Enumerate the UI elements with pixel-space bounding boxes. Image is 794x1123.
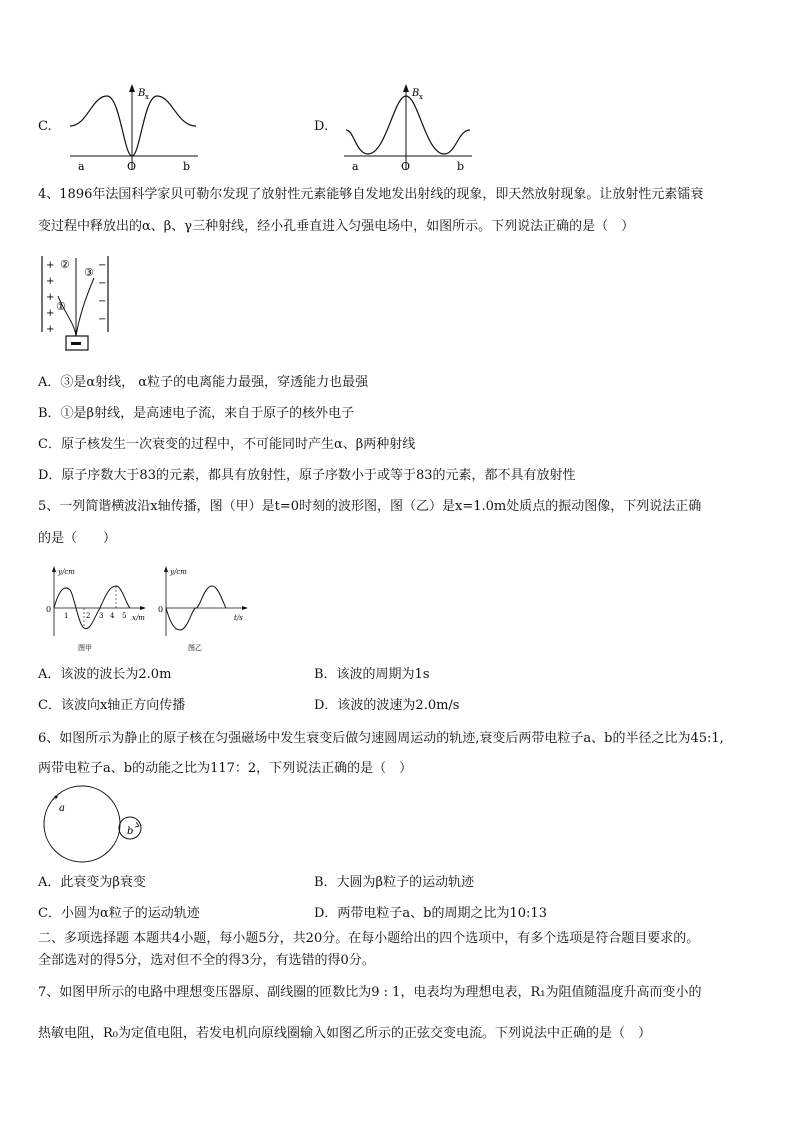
q3d-axis-sub: x [419, 93, 423, 101]
q3c-tick-b: b [183, 160, 191, 173]
q3-option-c-label: C. [38, 119, 52, 134]
q6-label-a: a [59, 803, 65, 814]
q5-option-b: B．该波的周期为1s [314, 667, 430, 682]
q4-option-b: B．①是β射线，是高速电子流，来自于原子的核外电子 [38, 406, 355, 421]
q5-stem-line2: 的是（ ） [38, 531, 117, 546]
q6-stem-line1: 6、如图所示为静止的原子核在匀强磁场中发生衰变后做匀速圆周运动的轨迹,衰变后两带电粒子a、b的半径之比为45:1, [38, 731, 724, 746]
q7-stem-line2: 热敏电阻，R₀为定值电阻，若发电机向原线圈输入如图乙所示的正弦交变电流。下列说法中正确的是（ ） [38, 1026, 652, 1041]
q4-ray-label-1: ① [56, 300, 66, 313]
q4-minus-1: − [98, 260, 107, 271]
q3-option-d-label: D. [314, 119, 329, 134]
q3d-tick-a: a [352, 160, 359, 173]
q3c-axis-label: B [138, 88, 146, 99]
q5-jia-caption: 图甲 [78, 644, 92, 652]
q5-yi-ylabel: y/cm [170, 568, 187, 576]
q5-option-d: D．该波的波速为2.0m/s [314, 698, 460, 713]
q5-yi-caption: 图乙 [188, 644, 202, 652]
q6-option-d: D．两带电粒子a、b的周期之比为10:13 [314, 906, 547, 921]
q5-jia-tick-3: 3 [99, 612, 104, 620]
q4-option-c: C．原子核发生一次衰变的过程中，不可能同时产生α、β两种射线 [38, 437, 416, 452]
q3d-tick-b: b [457, 160, 465, 173]
q5-yi-xlabel: t/s [234, 614, 243, 622]
q3-option-d-graph [336, 82, 478, 174]
q5-jia-tick-5: 5 [122, 612, 127, 620]
q5-jia-tick-4: 4 [110, 612, 115, 620]
q5-vibration-graph-yi [156, 564, 252, 654]
q5-jia-tick-1: 1 [64, 612, 69, 620]
q4-plus-4: + [46, 308, 55, 319]
q5-jia-xlabel: x/m [132, 614, 145, 622]
q4-minus-3: − [98, 296, 107, 307]
q6-option-a: A．此衰变为β衰变 [38, 875, 146, 890]
q4-stem-line1: 4、1896年法国科学家贝可勒尔发现了放射性元素能够自发地发出射线的现象，即天然放射现象。让放射性元素镭衰 [38, 187, 704, 202]
q6-option-b: B．大圆为β粒子的运动轨迹 [314, 875, 475, 890]
q4-plus-2: + [46, 276, 55, 287]
q4-ray-label-2: ② [60, 258, 70, 271]
q4-minus-2: − [98, 278, 107, 289]
q5-jia-origin: 0 [46, 605, 52, 614]
q3-option-c-graph [62, 82, 204, 174]
q6-stem-line2: 两带电粒子a、b的动能之比为117：2，下列说法正确的是（ ） [38, 761, 413, 776]
q4-plus-3: + [46, 292, 55, 303]
q6-circular-tracks-figure [40, 782, 150, 864]
q3d-axis-label: B [412, 88, 420, 99]
section2-header-line2: 全部选对的得5分，选对但不全的得3分，有选错的得0分。 [38, 953, 375, 968]
q4-ray-label-3: ③ [84, 266, 94, 279]
q3d-tick-o: O [401, 160, 411, 173]
q5-jia-tick-2: 2 [86, 612, 91, 620]
q5-jia-ylabel: y/cm [58, 568, 75, 576]
q3c-tick-a: a [78, 160, 85, 173]
q4-radiation-field-figure [38, 252, 118, 358]
q5-option-a: A．该波的波长为2.0m [38, 667, 172, 682]
q6-label-b: b [127, 826, 134, 837]
q5-stem-line1: 5、一列简谐横波沿x轴传播，图（甲）是t=0时刻的波形图，图（乙）是x=1.0m处质点的振动图像，下列说法正确 [38, 499, 702, 514]
q7-stem-line1: 7、如图甲所示的电路中理想变压器原、副线圈的匝数比为9 : 1，电表均为理想电表，R₁为阻值随温度升高而变小的 [38, 985, 702, 1000]
q4-stem-line2: 变过程中释放出的α、β、γ三种射线，经小孔垂直进入匀强电场中，如图所示。下列说法正确的是（ ） [38, 219, 635, 234]
q6-option-c: C．小圆为α粒子的运动轨迹 [38, 906, 200, 921]
q4-option-d: D．原子序数大于83的元素，都具有放射性，原子序数小于或等于83的元素，都不具有放射性 [38, 468, 576, 483]
q4-minus-4: − [98, 314, 107, 325]
q5-option-c: C．该波向x轴正方向传播 [38, 698, 186, 713]
q5-yi-origin: 0 [158, 605, 164, 614]
q4-plus-1: + [46, 260, 55, 271]
q4-plus-5: + [46, 324, 55, 335]
q5-wave-graph-jia [44, 564, 150, 654]
q3c-axis-sub: x [145, 93, 149, 101]
q3c-tick-o: O [127, 160, 137, 173]
section2-header-line1: 二、多项选择题 本题共4小题，每小题5分，共20分。在每小题给出的四个选项中，有多个选项是符合题目要求的。 [38, 931, 700, 946]
q4-option-a: A．③是α射线， α粒子的电离能力最强，穿透能力也最强 [38, 375, 369, 390]
